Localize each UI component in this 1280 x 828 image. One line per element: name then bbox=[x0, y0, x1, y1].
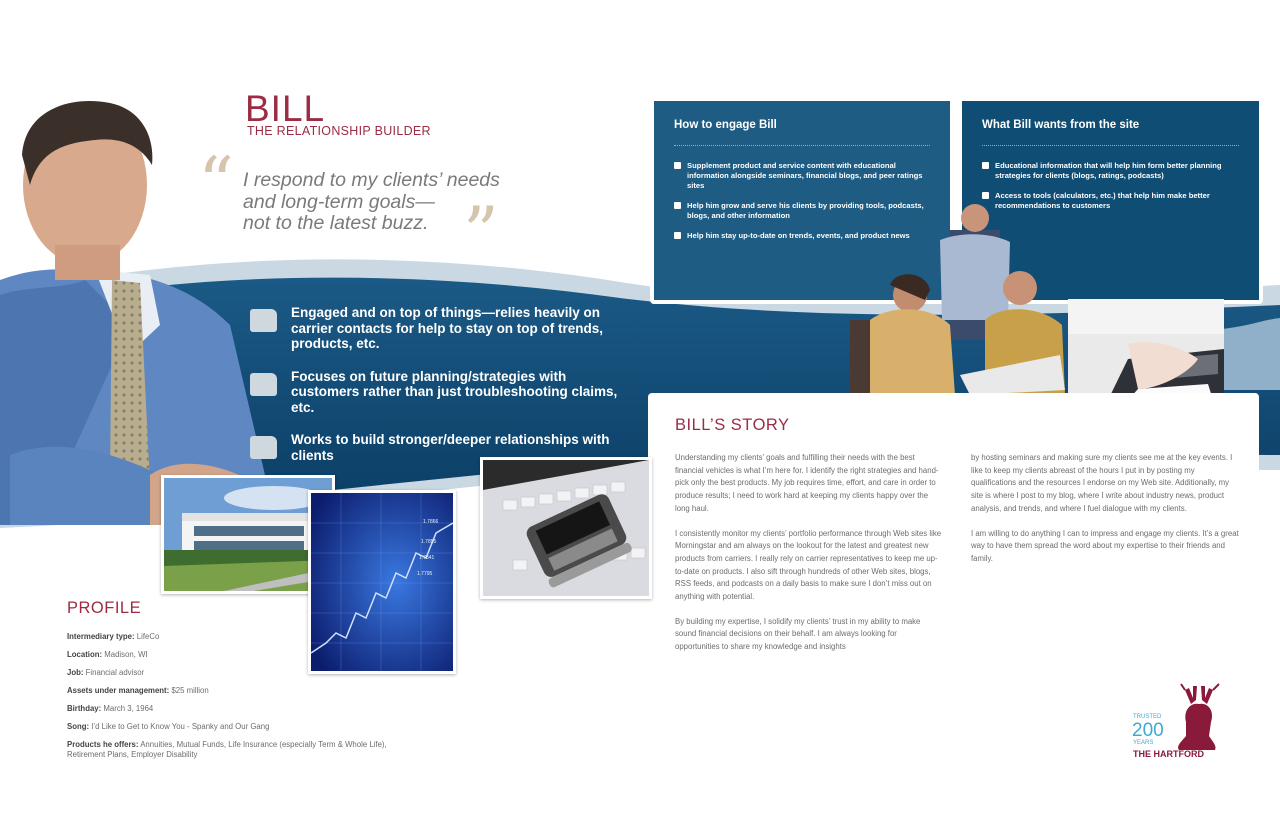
profile-label: Intermediary type: bbox=[67, 632, 135, 641]
close-quote-icon: ” bbox=[463, 192, 499, 274]
profile-value: LifeCo bbox=[136, 632, 160, 641]
quote-line: not to the latest buzz. bbox=[243, 212, 429, 234]
trait-item bbox=[250, 305, 620, 352]
profile-label: Location: bbox=[67, 650, 103, 659]
profile-row bbox=[67, 740, 412, 760]
profile-row bbox=[67, 668, 412, 678]
logo-brand: THE HARTFORD bbox=[1133, 749, 1204, 759]
trait-item bbox=[250, 369, 620, 416]
divider bbox=[982, 145, 1239, 146]
profile-value: I’d Like to Get to Know You - Spanky and Our Gang bbox=[91, 722, 270, 731]
chart-photo-number: 1.7866 bbox=[423, 519, 439, 525]
wants-panel-title: What Bill wants from the site bbox=[982, 119, 1140, 131]
profile-label: Birthday: bbox=[67, 704, 102, 713]
chart-photo-number: 1.7841 bbox=[419, 555, 435, 561]
story-paragraph: By building my expertise, I solidify my clients’ trust in my ability to make sound financial decisions on their behalf. I am always looking for opportunities to share my knowledge and insights bbox=[675, 616, 921, 652]
phone-on-laptop-photo bbox=[480, 457, 652, 599]
profile-row bbox=[67, 650, 412, 660]
speech-bubble-icon bbox=[250, 436, 277, 459]
speech-bubble-icon bbox=[250, 309, 277, 332]
chart-photo-number: 1.7855 bbox=[421, 539, 437, 545]
persona-name: BILL bbox=[245, 88, 326, 129]
profile-row bbox=[67, 704, 412, 714]
profile-value: $25 million bbox=[171, 686, 209, 695]
engage-item-text: Help him stay up-to-date on trends, events, and product news bbox=[687, 231, 910, 240]
quote-line: and long-term goals— bbox=[243, 190, 435, 213]
story-column-2 bbox=[971, 452, 1239, 578]
story-column-1 bbox=[675, 452, 943, 666]
engage-item bbox=[674, 161, 932, 191]
story-paragraph: by hosting seminars and making sure my clients see me at the key events. I like to keep my clients abreast of the hours I put in by posting my qualifications and the resources I endorse on my Web site. Additionally, my site is where I post to my blog, where I write about industry news, product analysis, and trends, and where I fuel dialogue with my clients. bbox=[971, 453, 1233, 513]
profile-label: Assets under management: bbox=[67, 686, 170, 695]
wants-item-text: Educational information that will help him form better planning strategies for clients (blogs, ratings, podcasts) bbox=[995, 161, 1222, 180]
persona-quote bbox=[243, 170, 563, 235]
story-paragraph: Understanding my clients’ goals and fulfilling their needs with the best financial vehicles is what I’m here for. I identify the right strategies and hand-pick only the best products. My job requires time, effort, and care in order to produce results; I need to work hard at keeping my clients happy over the long haul. bbox=[675, 453, 939, 513]
persona-subtitle: THE RELATIONSHIP BUILDER bbox=[247, 124, 431, 138]
chart-photo-number: 1.7795 bbox=[417, 571, 433, 577]
divider bbox=[674, 145, 930, 146]
profile-value: Financial advisor bbox=[85, 668, 145, 677]
story-paragraph: I am willing to do anything I can to impress and engage my clients. It’s a great way to have them spread the word about my expertise to their friends and family. bbox=[971, 528, 1239, 563]
story-title: BILL’S STORY bbox=[675, 416, 790, 434]
open-quote-icon: “ bbox=[198, 142, 234, 224]
wants-item bbox=[982, 161, 1241, 181]
logo-years: YEARS bbox=[1133, 740, 1154, 746]
bullet-icon bbox=[982, 162, 989, 169]
profile-details bbox=[67, 632, 412, 768]
engage-panel-title: How to engage Bill bbox=[674, 119, 777, 131]
profile-label: Song: bbox=[67, 722, 90, 731]
hartford-logo bbox=[1131, 680, 1231, 765]
profile-row bbox=[67, 632, 412, 642]
trait-text: Focuses on future planning/strategies with customers rather than just troubleshooting claims, etc. bbox=[291, 368, 618, 415]
logo-200: 200 bbox=[1132, 720, 1164, 741]
profile-row bbox=[67, 686, 412, 696]
quote-line: I respond to my clients’ needs bbox=[243, 169, 500, 191]
profile-value: Madison, WI bbox=[104, 650, 148, 659]
trait-text: Engaged and on top of things—relies heavily on carrier contacts for help to stay on top of trends, products, etc. bbox=[291, 305, 604, 351]
bullet-icon bbox=[674, 162, 681, 169]
trait-list bbox=[250, 305, 620, 480]
profile-label: Job: bbox=[67, 668, 84, 677]
engage-item-text: Supplement product and service content with educational information alongside seminars, financial blogs, and peer ratings sites bbox=[687, 161, 923, 190]
profile-title: PROFILE bbox=[67, 599, 142, 617]
engage-item-text: Help him grow and serve his clients by providing tools, podcasts, blogs, and other information bbox=[687, 201, 924, 220]
bullet-icon bbox=[674, 232, 681, 239]
profile-value: Annuities, Mutual Funds, Life Insurance (especially Term & Whole Life), Retirement Plans, Employer Disability bbox=[67, 740, 387, 759]
wants-item-text: Access to tools (calculators, etc.) that help him make better recommendations to customers bbox=[995, 191, 1210, 210]
speech-bubble-icon bbox=[250, 373, 277, 396]
bullet-icon bbox=[674, 202, 681, 209]
profile-label: Products he offers: bbox=[67, 740, 139, 749]
meeting-photo bbox=[850, 200, 1070, 395]
profile-row bbox=[67, 722, 412, 732]
logo-trusted: TRUSTED bbox=[1133, 714, 1162, 720]
trait-text: Works to build stronger/deeper relationships with clients bbox=[291, 432, 610, 463]
story-paragraph: I consistently monitor my clients’ portfolio performance through Web sites like Morningstar and am always on the lookout for the latest and greatest new products from carriers. I really rely on carrier representatives to keep me up-to-date on products. I also sift through hundreds of other Web sites, blogs, RSS feeds, and podcasts on a daily basis to make sure I don’t miss out on anything with potential. bbox=[675, 528, 942, 602]
keyboard-photo bbox=[1068, 299, 1224, 400]
profile-value: March 3, 1964 bbox=[103, 704, 154, 713]
bullet-icon bbox=[982, 192, 989, 199]
